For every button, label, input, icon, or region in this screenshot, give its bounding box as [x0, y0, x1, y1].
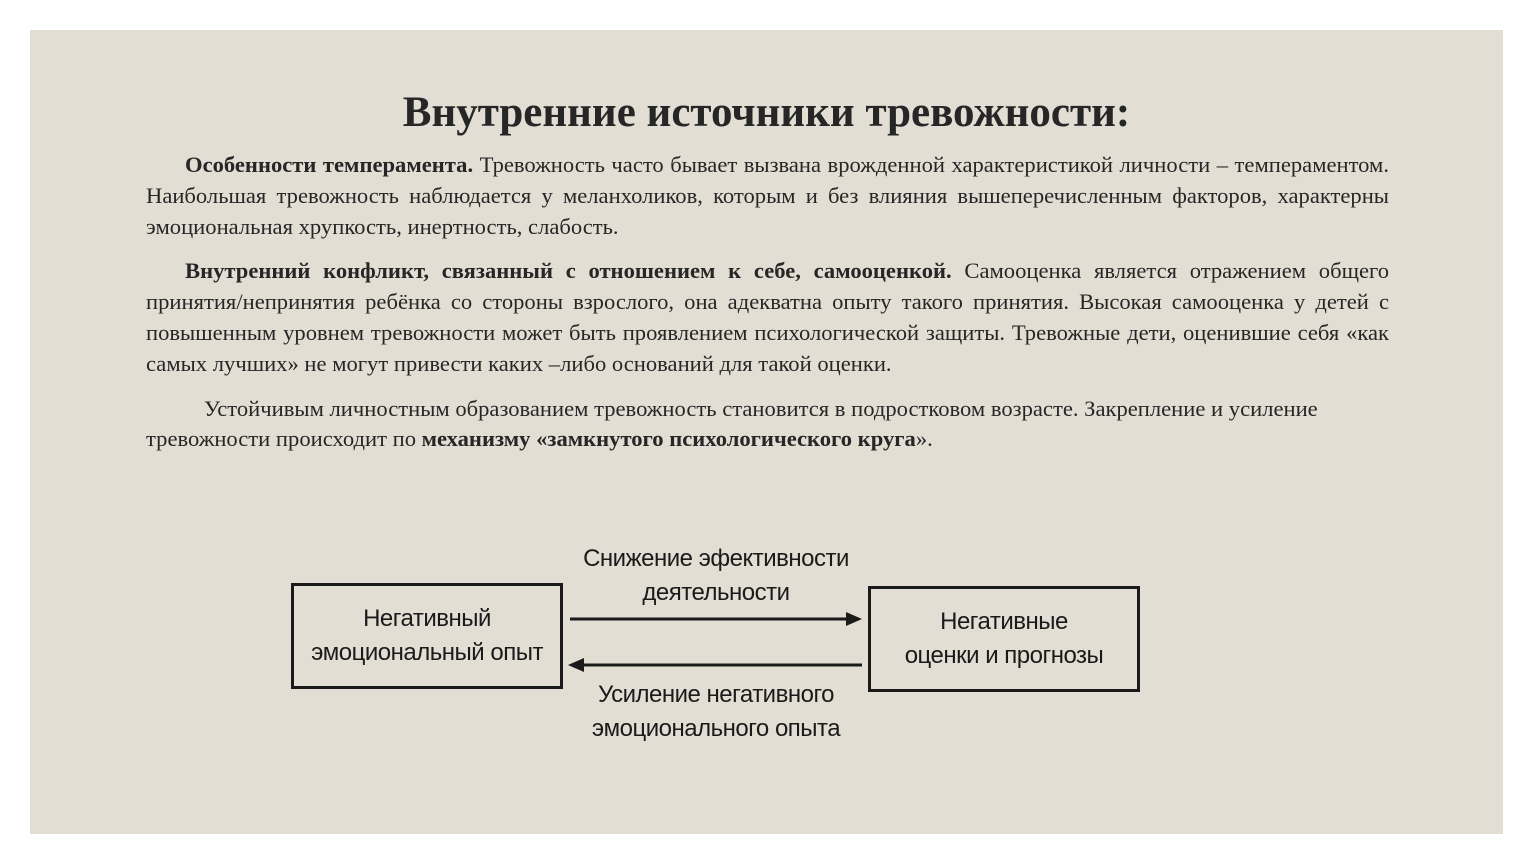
paragraph-heading: Внутренний конфликт, связанный с отношением к себе, самооценкой. [185, 258, 952, 284]
label-line: эмоционального опыта [591, 715, 841, 742]
paragraph-vicious-circle [146, 394, 1389, 456]
arrow-left [568, 658, 862, 672]
box-line: Негативный [363, 605, 491, 632]
paragraph-heading: Особенности темперамента. [185, 152, 474, 177]
paragraph-emphasis: механизму «замкнутого психологического круга [421, 426, 916, 452]
box-negative-assessments [868, 586, 1140, 692]
label-line: Усиление негативного [597, 681, 835, 708]
arrow-right [570, 612, 862, 626]
slide [30, 30, 1503, 834]
slide-title: Внутренние источники тревожности: [402, 89, 1131, 136]
label-line: деятельности [642, 579, 790, 606]
paragraph-text: Тревожность часто бывает вызвана врожденной характеристикой личности – темпераментом. Наибольшая тревожность наблюдается у меланхоликов, которым и без влияния вышеперечисленным факторов, характерны эмоциональная хрупкость, инертность, слабость. [146, 152, 1389, 239]
box-line: эмоциональный опыт [311, 639, 543, 666]
paragraph-temperament [146, 150, 1389, 242]
box-line: оценки и прогнозы [904, 642, 1104, 669]
paragraph-text: Самооценка является отражением общего принятия/непринятия ребёнка со стороны взрослого, она адекватна опыту такого принятия. Высокая самооценка у детей с повышенным уровнем тревожности может быть проявлением психологической защиты. Тревожные дети, оценившие себя «как самых лучших» не могут привести каких –либо оснований для такой оценки. [146, 258, 1389, 376]
box-negative-emotional-experience [291, 583, 563, 689]
paragraph-text-end: ». [915, 426, 933, 452]
slide-body [146, 150, 1389, 455]
label-line: Снижение эфективности [583, 545, 849, 572]
vicious-circle-diagram [290, 528, 1150, 758]
label-decreased-efficiency [568, 542, 864, 610]
label-increased-negative-experience [568, 678, 864, 746]
box-line: Негативные [940, 608, 1068, 635]
paragraph-inner-conflict [146, 256, 1389, 379]
paragraph-text: Устойчивым личностным образованием тревожность становится в подростковом возрасте. Закрепление и усиление тревожности происходит по [146, 395, 1318, 452]
